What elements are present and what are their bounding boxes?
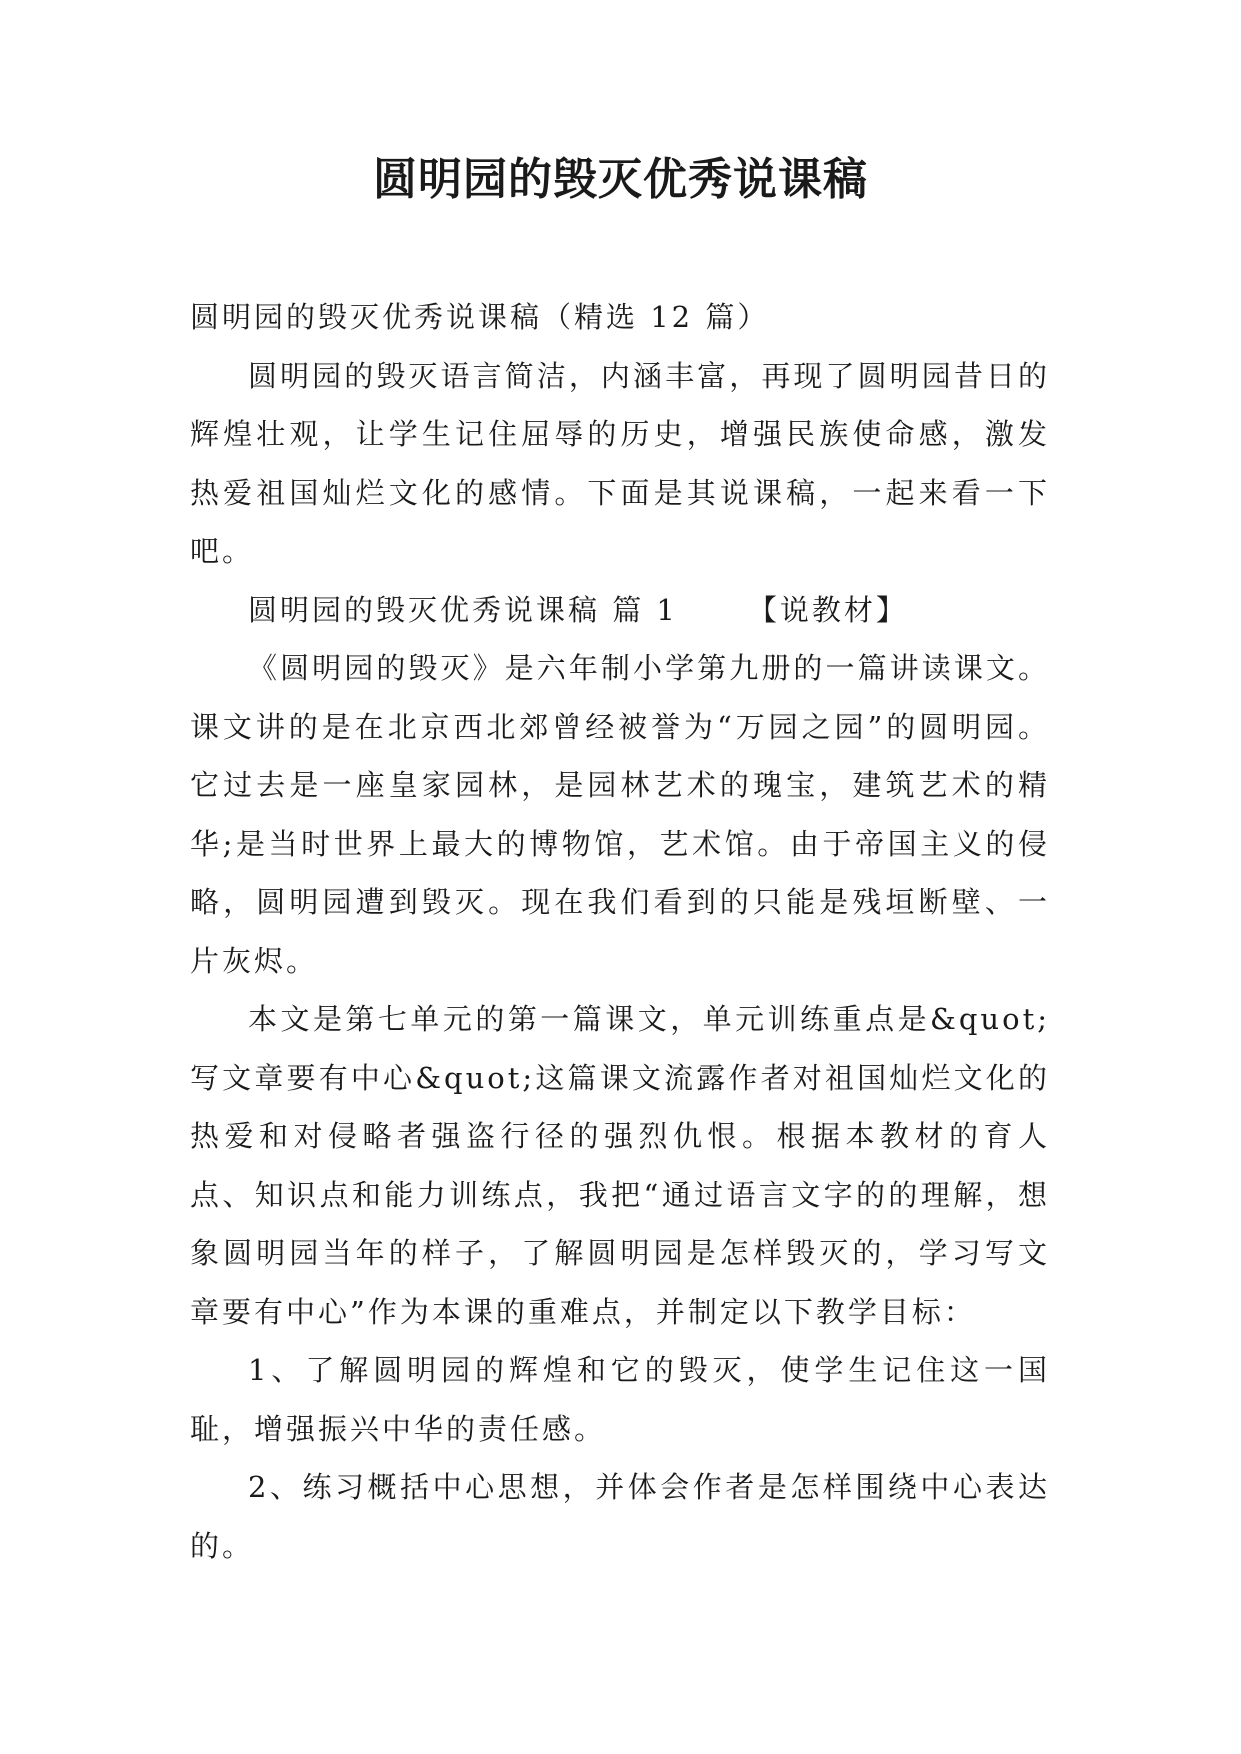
intro-paragraph: 圆明园的毁灭语言简洁，内涵丰富，再现了圆明园昔日的辉煌壮观，让学生记住屈辱的历史，增强民族使命感，激发热爱祖国灿烂文化的感情。下面是其说课稿，一起来看一下吧。 [190,358,1050,568]
document-subtitle: 圆明园的毁灭优秀说课稿（精选 12 篇） [190,300,770,334]
body-paragraph: 本文是第七单元的第一篇课文，单元训练重点是&quot;写文章要有中心&quot;这篇课文流露作者对祖国灿烂文化的热爱和对侵略者强盗行径的强烈仇恨。根据本教材的育人点、知识点和能力训练点，我把“通过语言文字的的理解，想象圆明园当年的样子，了解圆明园是怎样毁灭的，学习写文章要有中心”作为本课的重难点，并制定以下教学目标： [190,1002,1050,1329]
section-heading: 圆明园的毁灭优秀说课稿 篇 1 [248,592,678,627]
body-paragraph: 《圆明园的毁灭》是六年制小学第九册的一篇讲读课文。课文讲的是在北京西北郊曾经被誉为“万园之园”的圆明园。它过去是一座皇家园林，是园林艺术的瑰宝，建筑艺术的精华;是当时世界上最大的博物馆，艺术馆。由于帝国主义的侵略，圆明园遭到毁灭。现在我们看到的只能是残垣断壁、一片灰烬。 [190,651,1050,978]
document-title: 圆明园的毁灭优秀说课稿 [373,154,868,205]
objective-item: 2、练习概括中心思想，并体会作者是怎样围绕中心表达的。 [190,1470,1050,1563]
document-body [190,288,1050,1575]
section-label: 【说教材】 [747,592,908,627]
objective-item: 1、了解圆明园的辉煌和它的毁灭，使学生记住这一国耻，增强振兴中华的责任感。 [190,1353,1050,1446]
section-heading-line [190,581,1050,640]
